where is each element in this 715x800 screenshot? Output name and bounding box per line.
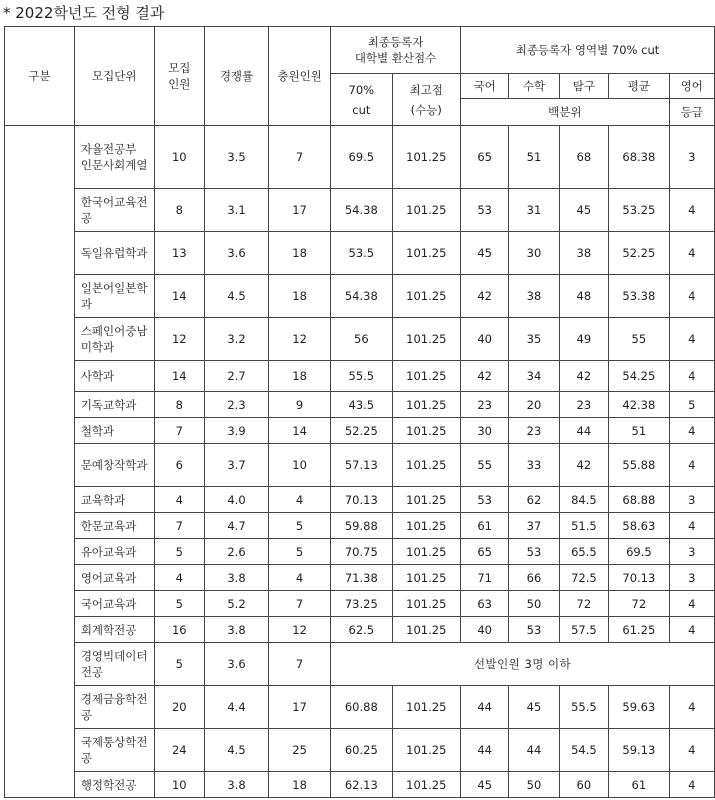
korean-cell: 42 — [460, 275, 508, 318]
competition-rate-cell: 3.6 — [204, 232, 268, 275]
average-cell: 53.38 — [609, 275, 669, 318]
header-percentile: 백분위 — [460, 99, 669, 126]
inquiry-cell: 23 — [559, 392, 609, 418]
additional-cell: 10 — [269, 444, 331, 487]
unit-cell: 경제금융학전공 — [74, 686, 154, 729]
unit-cell: 한문교육과 — [74, 513, 154, 539]
competition-rate-cell: 3.8 — [204, 565, 268, 591]
competition-rate-cell: 2.6 — [204, 539, 268, 565]
english-grade-cell: 4 — [669, 361, 714, 392]
inquiry-cell: 44 — [559, 418, 609, 444]
cut70-cell: 52.25 — [331, 418, 392, 444]
unit-cell: 스페인어중남미학과 — [74, 318, 154, 361]
inquiry-cell: 72 — [559, 591, 609, 617]
korean-cell: 42 — [460, 361, 508, 392]
cut70-cell: 54.38 — [331, 275, 392, 318]
competition-rate-cell: 3.9 — [204, 418, 268, 444]
cut70-cell: 56 — [331, 318, 392, 361]
average-cell: 52.25 — [609, 232, 669, 275]
quota-cell: 7 — [154, 513, 204, 539]
math-cell: 20 — [509, 392, 559, 418]
quota-cell: 8 — [154, 392, 204, 418]
cut70-cell: 55.5 — [331, 361, 392, 392]
cut70-cell: 62.5 — [331, 617, 392, 643]
header-cut70-line1: 70% — [348, 82, 375, 97]
english-grade-cell: 3 — [669, 565, 714, 591]
inquiry-cell: 65.5 — [559, 539, 609, 565]
max-score-cell: 101.25 — [392, 189, 460, 232]
cut70-cell: 71.38 — [331, 565, 392, 591]
unit-cell: 자율전공부 인문사회계열 — [74, 126, 154, 189]
english-grade-cell: 4 — [669, 232, 714, 275]
quota-cell: 4 — [154, 565, 204, 591]
max-score-cell: 101.25 — [392, 539, 460, 565]
average-cell: 58.63 — [609, 513, 669, 539]
admission-results-table — [4, 26, 715, 798]
inquiry-cell: 49 — [559, 318, 609, 361]
quota-cell: 14 — [154, 275, 204, 318]
quota-cell: 6 — [154, 444, 204, 487]
unit-cell: 교육학과 — [74, 487, 154, 513]
math-cell: 51 — [509, 126, 559, 189]
quota-cell: 7 — [154, 418, 204, 444]
quota-cell: 16 — [154, 617, 204, 643]
table-row — [5, 643, 715, 686]
header-max-line1: 최고점 — [409, 82, 443, 97]
inquiry-cell: 54.5 — [559, 729, 609, 772]
header-inquiry: 탐구 — [559, 74, 609, 99]
cut70-cell: 54.38 — [331, 189, 392, 232]
competition-rate-cell: 4.5 — [204, 275, 268, 318]
math-cell: 62 — [509, 487, 559, 513]
unit-cell: 유아교육과 — [74, 539, 154, 565]
unit-cell: 경영빅데이터전공 — [74, 643, 154, 686]
inquiry-cell: 68 — [559, 126, 609, 189]
cut70-cell: 73.25 — [331, 591, 392, 617]
korean-cell: 63 — [460, 591, 508, 617]
math-cell: 45 — [509, 686, 559, 729]
inquiry-cell: 38 — [559, 232, 609, 275]
unit-cell: 회계학전공 — [74, 617, 154, 643]
table-row — [5, 275, 715, 318]
header-final-reg-line1: 최종등록자 — [367, 35, 424, 49]
results-body — [5, 126, 715, 798]
table-row — [5, 729, 715, 772]
competition-rate-cell: 4.5 — [204, 729, 268, 772]
quota-cell: 10 — [154, 126, 204, 189]
average-cell: 51 — [609, 418, 669, 444]
english-grade-cell: 4 — [669, 729, 714, 772]
english-grade-cell: 3 — [669, 126, 714, 189]
math-cell: 30 — [509, 232, 559, 275]
table-row — [5, 591, 715, 617]
division-cell — [5, 126, 75, 798]
competition-rate-cell: 5.2 — [204, 591, 268, 617]
additional-cell: 12 — [269, 617, 331, 643]
header-english: 영어 — [669, 74, 714, 99]
english-grade-cell: 4 — [669, 772, 714, 798]
table-row — [5, 772, 715, 798]
table-row — [5, 189, 715, 232]
inquiry-cell: 84.5 — [559, 487, 609, 513]
korean-cell: 71 — [460, 565, 508, 591]
table-row — [5, 126, 715, 189]
header-quota-line2: 인원 — [168, 77, 191, 91]
header-max-line2: (수능) — [410, 102, 442, 117]
additional-cell: 5 — [269, 539, 331, 565]
korean-cell: 55 — [460, 444, 508, 487]
table-row — [5, 232, 715, 275]
competition-rate-cell: 3.7 — [204, 444, 268, 487]
header-english-grade: 등급 — [669, 99, 714, 126]
max-score-cell: 101.25 — [392, 729, 460, 772]
korean-cell: 65 — [460, 126, 508, 189]
header-cut70 — [331, 74, 392, 126]
cut70-cell: 53.5 — [331, 232, 392, 275]
english-grade-cell: 4 — [669, 318, 714, 361]
cut70-cell: 43.5 — [331, 392, 392, 418]
english-grade-cell: 4 — [669, 444, 714, 487]
cut70-cell: 60.25 — [331, 729, 392, 772]
average-cell: 59.13 — [609, 729, 669, 772]
korean-cell: 23 — [460, 392, 508, 418]
max-score-cell: 101.25 — [392, 318, 460, 361]
max-score-cell: 101.25 — [392, 392, 460, 418]
table-row — [5, 361, 715, 392]
unit-cell: 문예창작학과 — [74, 444, 154, 487]
table-row — [5, 444, 715, 487]
max-score-cell: 101.25 — [392, 418, 460, 444]
table-row — [5, 617, 715, 643]
math-cell: 50 — [509, 772, 559, 798]
average-cell: 68.88 — [609, 487, 669, 513]
max-score-cell: 101.25 — [392, 126, 460, 189]
header-quota-line1: 모집 — [168, 61, 191, 75]
inquiry-cell: 51.5 — [559, 513, 609, 539]
inquiry-cell: 72.5 — [559, 565, 609, 591]
header-cut70-line2: cut — [352, 102, 371, 117]
competition-rate-cell: 3.2 — [204, 318, 268, 361]
average-cell: 72 — [609, 591, 669, 617]
max-score-cell: 101.25 — [392, 232, 460, 275]
cut70-cell: 57.13 — [331, 444, 392, 487]
math-cell: 53 — [509, 539, 559, 565]
additional-cell: 18 — [269, 772, 331, 798]
additional-cell: 9 — [269, 392, 331, 418]
cut70-cell: 60.88 — [331, 686, 392, 729]
average-cell: 53.25 — [609, 189, 669, 232]
max-score-cell: 101.25 — [392, 686, 460, 729]
competition-rate-cell: 3.8 — [204, 617, 268, 643]
korean-cell: 61 — [460, 513, 508, 539]
korean-cell: 40 — [460, 617, 508, 643]
english-grade-cell: 5 — [669, 392, 714, 418]
korean-cell: 44 — [460, 686, 508, 729]
korean-cell: 44 — [460, 729, 508, 772]
additional-cell: 7 — [269, 591, 331, 617]
unit-cell: 독일유럽학과 — [74, 232, 154, 275]
competition-rate-cell: 3.6 — [204, 643, 268, 686]
additional-cell: 7 — [269, 126, 331, 189]
competition-rate-cell: 3.8 — [204, 772, 268, 798]
page-title: * 2022학년도 전형 결과 — [3, 4, 165, 22]
additional-cell: 17 — [269, 686, 331, 729]
english-grade-cell: 3 — [669, 487, 714, 513]
table-row — [5, 686, 715, 729]
math-cell: 37 — [509, 513, 559, 539]
table-row — [5, 487, 715, 513]
header-unit: 모집단위 — [74, 27, 154, 126]
unit-cell: 국어교육과 — [74, 591, 154, 617]
inquiry-cell: 60 — [559, 772, 609, 798]
inquiry-cell: 48 — [559, 275, 609, 318]
inquiry-cell: 45 — [559, 189, 609, 232]
table-row — [5, 513, 715, 539]
english-grade-cell: 4 — [669, 189, 714, 232]
table-row — [5, 392, 715, 418]
unit-cell: 사학과 — [74, 361, 154, 392]
additional-cell: 18 — [269, 361, 331, 392]
english-grade-cell: 4 — [669, 591, 714, 617]
cut70-cell: 70.75 — [331, 539, 392, 565]
korean-cell: 40 — [460, 318, 508, 361]
max-score-cell: 101.25 — [392, 591, 460, 617]
unit-cell: 일본어일본학과 — [74, 275, 154, 318]
competition-rate-cell: 2.3 — [204, 392, 268, 418]
english-grade-cell: 4 — [669, 686, 714, 729]
cut70-cell: 70.13 — [331, 487, 392, 513]
competition-rate-cell: 2.7 — [204, 361, 268, 392]
max-score-cell: 101.25 — [392, 487, 460, 513]
korean-cell: 65 — [460, 539, 508, 565]
math-cell: 31 — [509, 189, 559, 232]
math-cell: 34 — [509, 361, 559, 392]
header-additional: 충원인원 — [269, 27, 331, 126]
english-grade-cell: 4 — [669, 617, 714, 643]
header-division: 구분 — [5, 27, 75, 126]
quota-cell: 8 — [154, 189, 204, 232]
quota-cell: 24 — [154, 729, 204, 772]
cut70-cell: 69.5 — [331, 126, 392, 189]
note-cell: 선발인원 3명 이하 — [331, 643, 715, 686]
math-cell: 66 — [509, 565, 559, 591]
math-cell: 53 — [509, 617, 559, 643]
quota-cell: 13 — [154, 232, 204, 275]
korean-cell: 30 — [460, 418, 508, 444]
max-score-cell: 101.25 — [392, 565, 460, 591]
table-row — [5, 418, 715, 444]
header-competition: 경쟁률 — [204, 27, 268, 126]
additional-cell: 18 — [269, 232, 331, 275]
quota-cell: 5 — [154, 643, 204, 686]
english-grade-cell: 4 — [669, 513, 714, 539]
max-score-cell: 101.25 — [392, 513, 460, 539]
header-final-registrant-score — [331, 27, 461, 74]
math-cell: 50 — [509, 591, 559, 617]
quota-cell: 4 — [154, 487, 204, 513]
unit-cell: 국제통상학전공 — [74, 729, 154, 772]
quota-cell: 10 — [154, 772, 204, 798]
header-max — [392, 74, 460, 126]
competition-rate-cell: 3.1 — [204, 189, 268, 232]
competition-rate-cell: 4.4 — [204, 686, 268, 729]
math-cell: 23 — [509, 418, 559, 444]
cut70-cell: 62.13 — [331, 772, 392, 798]
quota-cell: 5 — [154, 539, 204, 565]
inquiry-cell: 55.5 — [559, 686, 609, 729]
header-korean: 국어 — [460, 74, 508, 99]
average-cell: 59.63 — [609, 686, 669, 729]
average-cell: 42.38 — [609, 392, 669, 418]
average-cell: 69.5 — [609, 539, 669, 565]
quota-cell: 20 — [154, 686, 204, 729]
competition-rate-cell: 4.0 — [204, 487, 268, 513]
quota-cell: 14 — [154, 361, 204, 392]
header-average: 평균 — [609, 74, 669, 99]
additional-cell: 25 — [269, 729, 331, 772]
header-quota — [154, 27, 204, 126]
competition-rate-cell: 4.7 — [204, 513, 268, 539]
quota-cell: 5 — [154, 591, 204, 617]
unit-cell: 철학과 — [74, 418, 154, 444]
table-row — [5, 539, 715, 565]
unit-cell: 한국어교육전공 — [74, 189, 154, 232]
math-cell: 35 — [509, 318, 559, 361]
inquiry-cell: 42 — [559, 361, 609, 392]
average-cell: 61.25 — [609, 617, 669, 643]
additional-cell: 4 — [269, 487, 331, 513]
korean-cell: 45 — [460, 772, 508, 798]
table-row — [5, 565, 715, 591]
competition-rate-cell: 3.5 — [204, 126, 268, 189]
average-cell: 70.13 — [609, 565, 669, 591]
additional-cell: 7 — [269, 643, 331, 686]
cut70-cell: 59.88 — [331, 513, 392, 539]
unit-cell: 영어교육과 — [74, 565, 154, 591]
average-cell: 54.25 — [609, 361, 669, 392]
additional-cell: 17 — [269, 189, 331, 232]
header-final-reg-line2: 대학별 환산점수 — [354, 51, 437, 65]
max-score-cell: 101.25 — [392, 617, 460, 643]
math-cell: 33 — [509, 444, 559, 487]
unit-cell: 기독교학과 — [74, 392, 154, 418]
header-math: 수학 — [509, 74, 559, 99]
math-cell: 44 — [509, 729, 559, 772]
quota-cell: 12 — [154, 318, 204, 361]
max-score-cell: 101.25 — [392, 275, 460, 318]
additional-cell: 5 — [269, 513, 331, 539]
table-row — [5, 318, 715, 361]
average-cell: 55 — [609, 318, 669, 361]
math-cell: 38 — [509, 275, 559, 318]
korean-cell: 53 — [460, 487, 508, 513]
max-score-cell: 101.25 — [392, 772, 460, 798]
english-grade-cell: 4 — [669, 418, 714, 444]
korean-cell: 45 — [460, 232, 508, 275]
additional-cell: 18 — [269, 275, 331, 318]
max-score-cell: 101.25 — [392, 444, 460, 487]
average-cell: 61 — [609, 772, 669, 798]
inquiry-cell: 42 — [559, 444, 609, 487]
english-grade-cell: 3 — [669, 539, 714, 565]
inquiry-cell: 57.5 — [559, 617, 609, 643]
additional-cell: 14 — [269, 418, 331, 444]
unit-cell: 행정학전공 — [74, 772, 154, 798]
max-score-cell: 101.25 — [392, 361, 460, 392]
average-cell: 55.88 — [609, 444, 669, 487]
average-cell: 68.38 — [609, 126, 669, 189]
additional-cell: 4 — [269, 565, 331, 591]
additional-cell: 12 — [269, 318, 331, 361]
korean-cell: 53 — [460, 189, 508, 232]
header-area-cut: 최종등록자 영역별 70% cut — [460, 27, 714, 74]
english-grade-cell: 4 — [669, 275, 714, 318]
